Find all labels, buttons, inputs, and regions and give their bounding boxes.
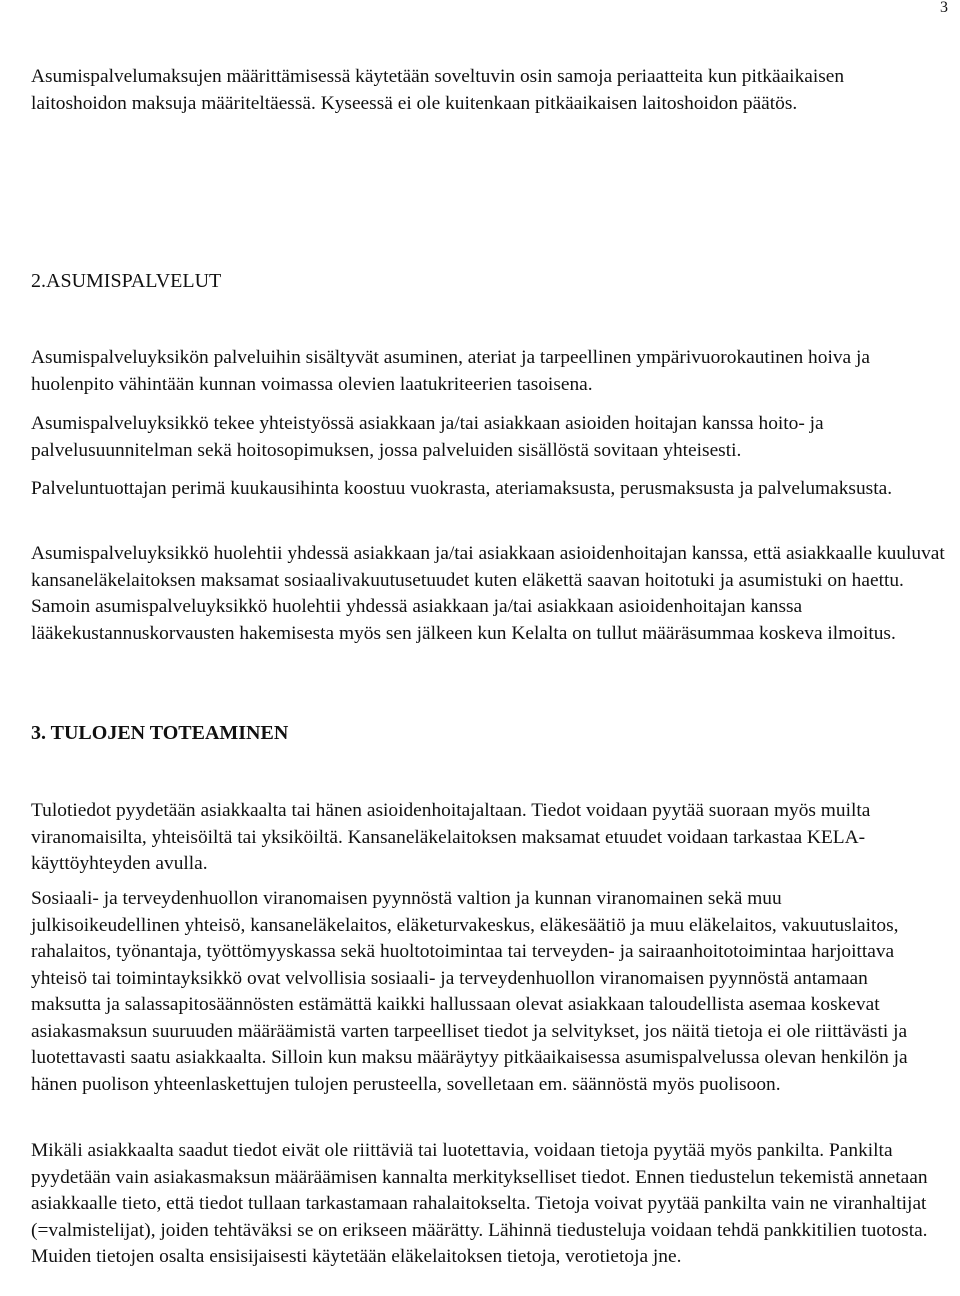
- section-3-title: TULOJEN TOTEAMINEN: [50, 722, 289, 744]
- page-number: 3: [940, 0, 948, 16]
- section-2-paragraph: Asumispalveluyksikön palveluihin sisältyvät asuminen, ateriat ja tarpeellinen ympärivuorokautinen hoiva ja huolenpito vähintään kunnan voimassa olevien laatukriteerien tasoisena.: [31, 347, 870, 395]
- section-3-paragraph-2-block: [31, 886, 931, 1098]
- section-3-paragraph: Tulotiedot pyydetään asiakkaalta tai hänen asioidenhoitajaltaan. Tiedot voidaan pyytää suoraan myös muilta viranomaisilta, yhteisöiltä tai yksiköiltä. Kansaneläkelaitoksen maksamat etuudet voidaan tarkastaa KELA-käyttöyhteyden avulla.: [31, 800, 871, 874]
- section-3-paragraph-3-block: [31, 1138, 957, 1271]
- section-2-paragraph-3-block: [31, 476, 911, 503]
- section-2-paragraph: Asumispalveluyksikkö tekee yhteistyössä asiakkaan ja/tai asiakkaan asioiden hoitajan kanssa hoito- ja palvelusuunnitelman sekä hoitosopimuksen, jossa palveluiden sisällöstä sovitaan yhteisesti.: [31, 413, 824, 461]
- intro-paragraph-block: [31, 64, 911, 117]
- section-2-number: 2.: [31, 270, 46, 292]
- section-2-paragraph: Palveluntuottajan perimä kuukausihinta koostuu vuokrasta, ateriamaksusta, perusmaksusta ja palvelumaksusta.: [31, 478, 893, 499]
- section-2-paragraph-4-block: [31, 541, 947, 647]
- section-2-heading: [31, 270, 959, 293]
- section-2-title: ASUMISPALVELUT: [46, 270, 222, 292]
- section-3-heading: [31, 722, 959, 745]
- section-3-paragraph: Sosiaali- ja terveydenhuollon viranomaisen pyynnöstä valtion ja kunnan viranomainen sekä muu julkisoikeudellinen yhteisö, kansaneläkelaitos, eläketurvakeskus, eläkesäätiö ja muu eläkelaitos, vakuutuslaitos, rahalaitos, työnantaja, työttömyyskassa sekä huoltotoimintaa tai terveyden- ja sairaanhoitotoimintaa harjoittava yhteisö tai toimintayksikkö ovat velvollisia sosiaali- ja terveydenhuollon viranomaisen pyynnöstä antamaan maksutta ja salassapitosäännösten estämättä kaikki hallussaan olevat asiakkaan taloudellista asemaa koskevat asiakasmaksun suuruuden määräämistä varten tarpeelliset tiedot ja selvitykset, jos näitä tietoja ei ole riittävästi ja luotettavasti saatu asiakkaalta. Silloin kun maksu määräytyy pitkäaikaisessa asumispalvelussa olevan henkilön ja hänen puolison yhteenlaskettujen tulojen perusteella, sovelletaan em. säännöstä myös puolisoon.: [31, 888, 908, 1095]
- section-2-paragraph-1-block: [31, 345, 949, 398]
- section-2-paragraph-2-block: [31, 411, 955, 464]
- section-3-number: 3.: [31, 722, 46, 744]
- section-3-paragraph-1-block: [31, 798, 911, 878]
- intro-paragraph: Asumispalvelumaksujen määrittämisessä käytetään soveltuvin osin samoja periaatteita kun pitkäaikaisen laitoshoidon maksuja määriteltäessä. Kyseessä ei ole kuitenkaan pitkäaikaisen laitoshoidon päätös.: [31, 66, 845, 114]
- section-2-paragraph: Asumispalveluyksikkö huolehtii yhdessä asiakkaan ja/tai asiakkaan asioidenhoitajan kanssa, että asiakkaalle kuuluvat kansaneläkelaitoksen maksamat sosiaalivakuutusetuudet kuten eläkettä saavan hoitotuki ja asumistuki on haettu. Samoin asumispalveluyksikkö huolehtii yhdessä asiakkaan ja/tai asiakkaan asioidenhoitajan kanssa lääkekustannuskorvausten hakemisesta myös sen jälkeen kun Kelalta on tullut määräsummaa koskeva ilmoitus.: [31, 543, 945, 644]
- section-3-paragraph: Mikäli asiakkaalta saadut tiedot eivät ole riittäviä tai luotettavia, voidaan tietoja pyytää myös pankilta. Pankilta pyydetään vain asiakasmaksun määräämisen kannalta merkitykselliset tiedot. Ennen tiedustelun tekemistä annetaan asiakkaalle tieto, että tiedot tullaan tarkastamaan rahalaitokselta. Tietoja voivat pyytää pankilta vain ne viranhaltijat (=valmistelijat), joiden tehtäväksi se on erikseen määrätty. Lähinnä tiedusteluja voidaan tehdä pankkitilien tuotosta. Muiden tietojen osalta ensisijaisesti käytetään eläkelaitoksen tietoja, verotietoja jne.: [31, 1140, 928, 1267]
